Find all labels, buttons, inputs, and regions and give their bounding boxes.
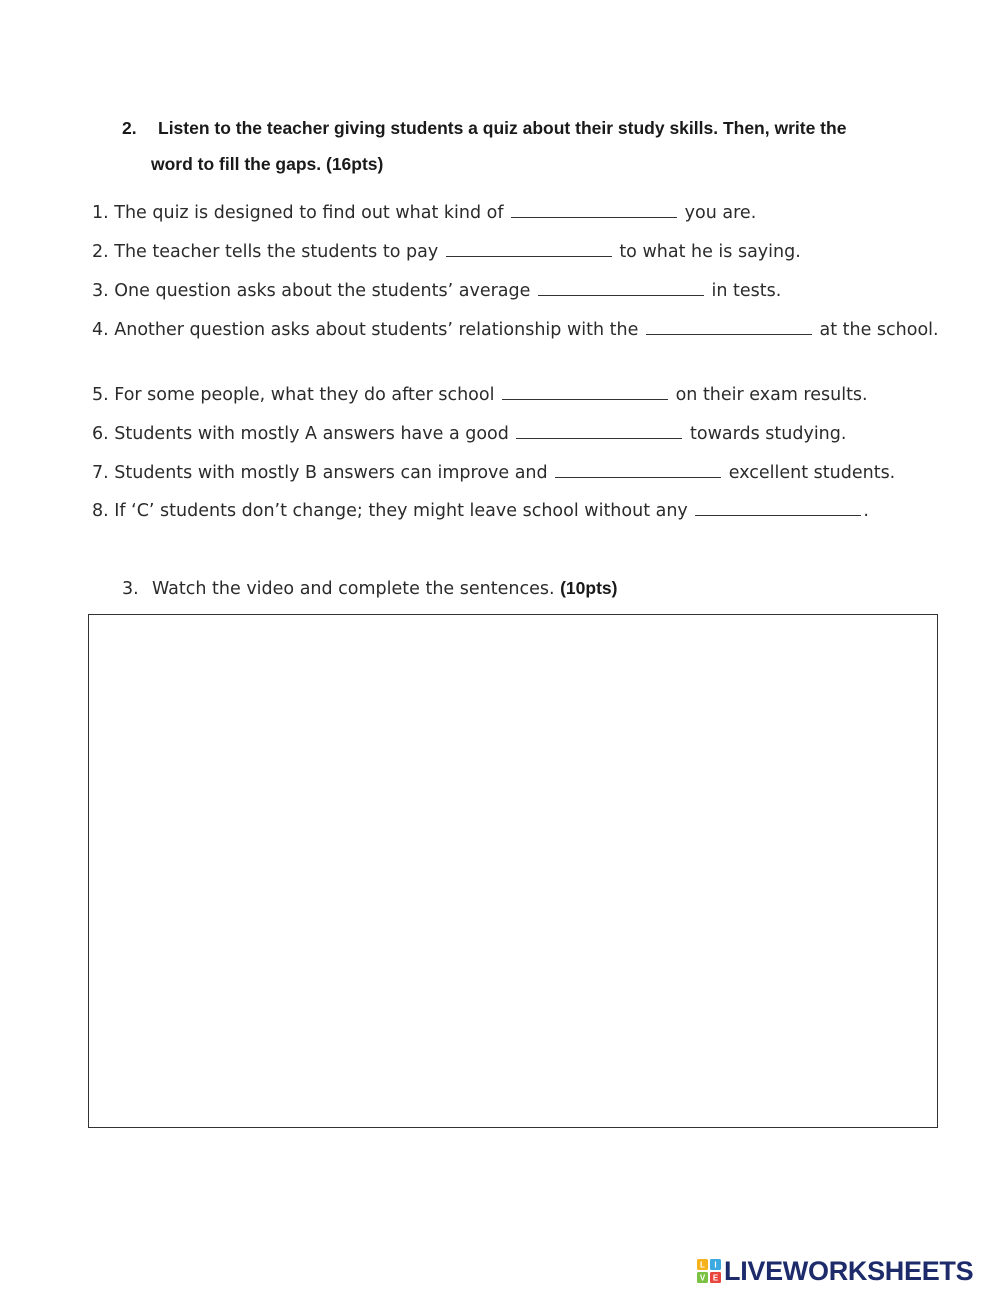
question-3-text: Watch the video and complete the sentences. <box>152 579 555 599</box>
liveworksheets-brand[interactable] <box>697 1256 973 1286</box>
brand-name: LIVEWORKSHEETS <box>724 1255 974 1286</box>
question-3-points: (10pts) <box>560 578 618 598</box>
item-7-before: 7. Students with mostly B answers can improve and <box>92 463 554 483</box>
item-3-before: 3. One question asks about the students’ average <box>92 281 536 301</box>
gap-5-input[interactable] <box>502 383 668 400</box>
svg-text:L: L <box>700 1260 705 1270</box>
gap-1-input[interactable] <box>511 201 677 218</box>
video-frame[interactable] <box>88 614 938 1128</box>
svg-text:V: V <box>699 1273 706 1283</box>
item-8-after: . <box>863 501 869 521</box>
item-2-before: 2. The teacher tells the students to pay <box>92 242 444 262</box>
question-2-line-1: Listen to the teacher giving students a quiz about their study skills. Then, write the <box>158 118 847 138</box>
item-4-after: at the school. <box>813 320 939 340</box>
question-2-line-2: word to fill the gaps. (16pts) <box>151 154 384 174</box>
gap-fill-item-5 <box>92 383 942 408</box>
question-3-number: 3. <box>122 579 139 599</box>
item-7-after: excellent students. <box>723 463 896 483</box>
gap-fill-item-7 <box>92 461 942 486</box>
liveworksheets-logo-icon <box>697 1259 721 1283</box>
item-2-after: to what he is saying. <box>613 242 801 262</box>
gap-6-input[interactable] <box>516 422 682 439</box>
item-5-after: on their exam results. <box>670 385 868 405</box>
gap-fill-item-4 <box>92 318 942 343</box>
item-3-after: in tests. <box>705 281 782 301</box>
question-2-heading <box>122 110 932 182</box>
gap-2-input[interactable] <box>446 240 612 257</box>
svg-text:I: I <box>714 1260 717 1270</box>
gap-7-input[interactable] <box>555 461 721 478</box>
gap-fill-item-6 <box>92 422 942 447</box>
item-6-before: 6. Students with mostly A answers have a good <box>92 424 515 444</box>
gap-fill-item-3 <box>92 279 942 304</box>
item-1-before: 1. The quiz is designed to find out what kind of <box>92 203 510 223</box>
gap-8-input[interactable] <box>695 499 861 516</box>
item-5-before: 5. For some people, what they do after school <box>92 385 501 405</box>
question-2-number: 2. <box>122 118 137 138</box>
item-4-before: 4. Another question asks about students’ relationship with the <box>92 320 644 340</box>
gap-3-input[interactable] <box>538 279 704 296</box>
gap-4-input[interactable] <box>646 318 812 335</box>
item-1-after: you are. <box>679 203 757 223</box>
gap-fill-item-1 <box>92 201 942 226</box>
question-3-heading <box>122 576 617 602</box>
gap-fill-item-2 <box>92 240 942 265</box>
item-6-after: towards studying. <box>684 424 847 444</box>
gap-fill-item-8 <box>92 499 942 524</box>
svg-text:E: E <box>712 1273 719 1283</box>
item-8-before: 8. If ‘C’ students don’t change; they might leave school without any <box>92 501 694 521</box>
